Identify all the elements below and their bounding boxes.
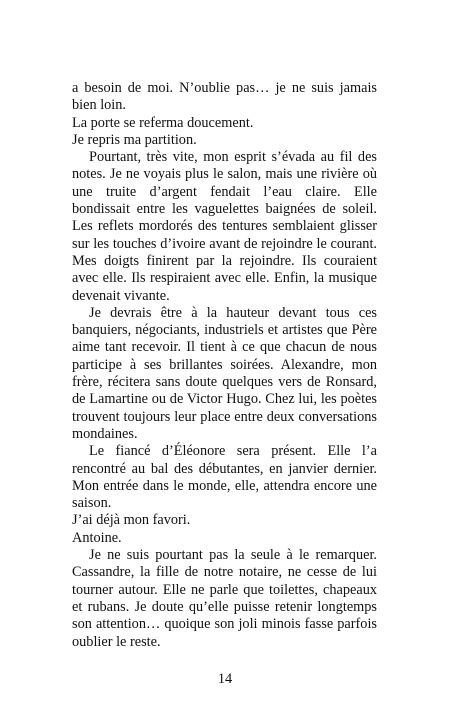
paragraph: Pourtant, très vite, mon esprit s’évada au fil des notes. Je ne voyais plus le salon, mais une rivière où une truite d’argent fendait l’eau claire. Elle bondissait entre les vaguelettes baignées de soleil. Les reflets mordorés des tentures semblaient glisser sur les touches d’ivoire avant de rejoindre le courant. Mes doigts finirent par la rejoindre. Ils couraient avec elle. Ils respiraient avec elle. Enfin, la musique devenait vivante.: [72, 149, 377, 304]
paragraph: J’ai déjà mon favori.: [72, 512, 191, 529]
paragraph: Je ne suis pourtant pas la seule à le remarquer. Cassandre, la fille de notre notaire, ne cesse de lui tourner autour. Elle ne parle que toilettes, chapeaux et rubans. Je doute qu’elle puisse retenir longtemps son attention… quoique son joli minois fasse parfois oublier le reste.: [72, 547, 377, 650]
page-number: 14: [217, 671, 233, 687]
paragraph: a besoin de moi. N’oublie pas… je ne suis jamais bien loin.: [72, 80, 377, 114]
paragraph: Je repris ma partition.: [72, 131, 197, 148]
paragraph: La porte se referma doucement.: [72, 114, 254, 131]
body-text: [72, 80, 377, 651]
paragraph: Je devrais être à la hauteur devant tous ces banquiers, négociants, industriels et artistes que Père aime tant recevoir. Il tient à ce que chacun de nous participe à ses brillantes soirées. Alexandre, mon frère, récitera sans doute quelques vers de Ronsard, de Lamartine ou de Victor Hugo. Chez lui, les poètes trouvent toujours leur place entre deux conversations mondaines.: [72, 304, 377, 442]
paragraph: Antoine.: [72, 529, 122, 546]
paragraph: Le fiancé d’Éléonore sera présent. Elle l’a rencontré au bal des débutantes, en janvier dernier. Mon entrée dans le monde, elle, attendra encore une saison.: [72, 443, 377, 512]
